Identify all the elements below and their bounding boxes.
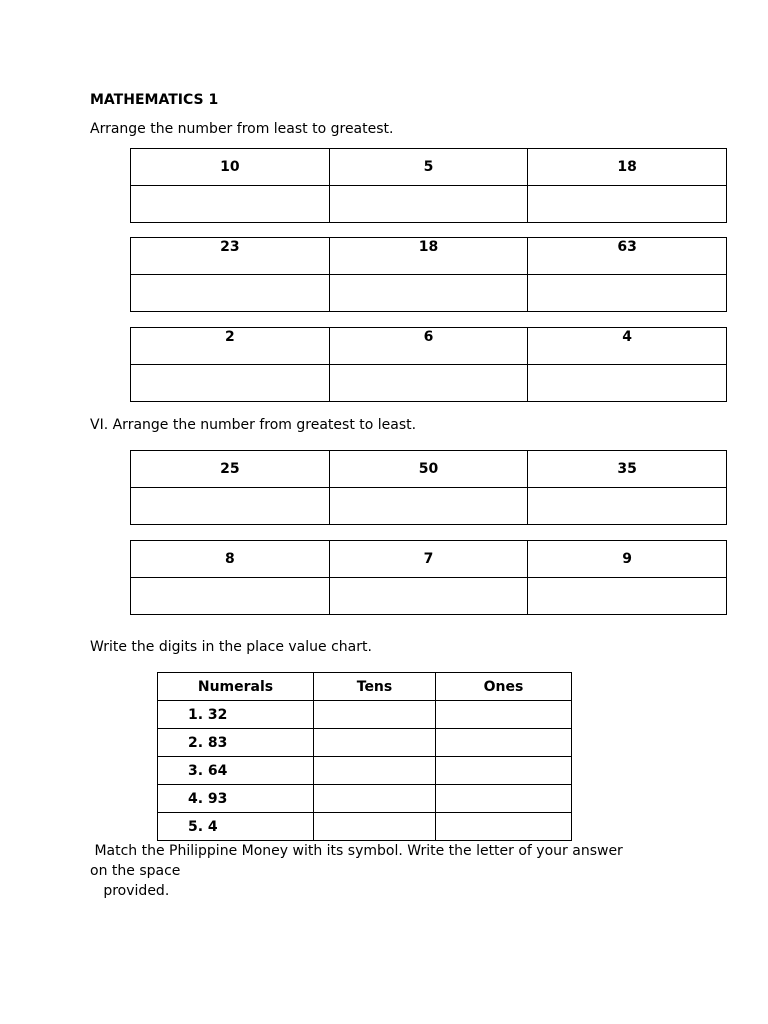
ones-answer-cell[interactable]	[436, 757, 572, 785]
tens-answer-cell[interactable]	[314, 701, 436, 729]
ones-answer-cell[interactable]	[436, 813, 572, 841]
given-number: 10	[131, 149, 330, 186]
order-table-greatest-2	[130, 540, 727, 615]
given-number: 18	[528, 149, 727, 186]
order-table-greatest-1	[130, 450, 727, 525]
numeral-cell: 5. 4	[158, 813, 314, 841]
answer-cell[interactable]	[131, 365, 330, 402]
numeral-cell: 2. 83	[158, 729, 314, 757]
table-row	[158, 757, 572, 785]
given-number: 2	[131, 328, 330, 365]
header-ones: Ones	[436, 673, 572, 701]
answer-cell[interactable]	[131, 186, 330, 223]
answer-cell[interactable]	[131, 488, 330, 525]
matching-instruction-line: Match the Philippine Money with its symbol. Write the letter of your answer	[90, 843, 623, 859]
given-number: 7	[329, 541, 528, 578]
ones-answer-cell[interactable]	[436, 785, 572, 813]
instruction-greatest-to-least: VI. Arrange the number from greatest to least.	[90, 417, 417, 433]
table-row	[158, 813, 572, 841]
given-number: 50	[329, 451, 528, 488]
given-number: 8	[131, 541, 330, 578]
given-number: 5	[329, 149, 528, 186]
tens-answer-cell[interactable]	[314, 757, 436, 785]
ones-answer-cell[interactable]	[436, 729, 572, 757]
tens-answer-cell[interactable]	[314, 729, 436, 757]
place-value-table	[157, 672, 572, 841]
given-number: 9	[528, 541, 727, 578]
page-title: MATHEMATICS 1	[90, 92, 219, 108]
matching-instruction-line: provided.	[90, 883, 170, 899]
given-number: 23	[131, 238, 330, 275]
given-number: 18	[329, 238, 528, 275]
given-number: 35	[528, 451, 727, 488]
answer-cell[interactable]	[528, 275, 727, 312]
given-number: 4	[528, 328, 727, 365]
numeral-cell: 4. 93	[158, 785, 314, 813]
answer-cell[interactable]	[131, 275, 330, 312]
answer-cell[interactable]	[528, 365, 727, 402]
instruction-place-value: Write the digits in the place value chart.	[90, 639, 372, 655]
table-header-row	[158, 673, 572, 701]
answer-cell[interactable]	[528, 578, 727, 615]
instruction-least-to-greatest: Arrange the number from least to greatest.	[90, 121, 394, 137]
answer-cell[interactable]	[329, 578, 528, 615]
answer-cell[interactable]	[528, 488, 727, 525]
matching-instruction-line: on the space	[90, 863, 181, 879]
tens-answer-cell[interactable]	[314, 813, 436, 841]
answer-cell[interactable]	[131, 578, 330, 615]
answer-cell[interactable]	[329, 186, 528, 223]
answer-cell[interactable]	[329, 488, 528, 525]
given-number: 25	[131, 451, 330, 488]
table-row	[158, 785, 572, 813]
order-table-least-1	[130, 148, 727, 223]
given-number: 6	[329, 328, 528, 365]
given-number: 63	[528, 238, 727, 275]
header-numerals: Numerals	[158, 673, 314, 701]
table-row	[158, 729, 572, 757]
answer-cell[interactable]	[528, 186, 727, 223]
header-tens: Tens	[314, 673, 436, 701]
numeral-cell: 1. 32	[158, 701, 314, 729]
numeral-cell: 3. 64	[158, 757, 314, 785]
answer-cell[interactable]	[329, 365, 528, 402]
tens-answer-cell[interactable]	[314, 785, 436, 813]
order-table-least-2	[130, 237, 727, 312]
order-table-least-3	[130, 327, 727, 402]
table-row	[158, 701, 572, 729]
matching-instruction	[90, 841, 680, 901]
ones-answer-cell[interactable]	[436, 701, 572, 729]
answer-cell[interactable]	[329, 275, 528, 312]
